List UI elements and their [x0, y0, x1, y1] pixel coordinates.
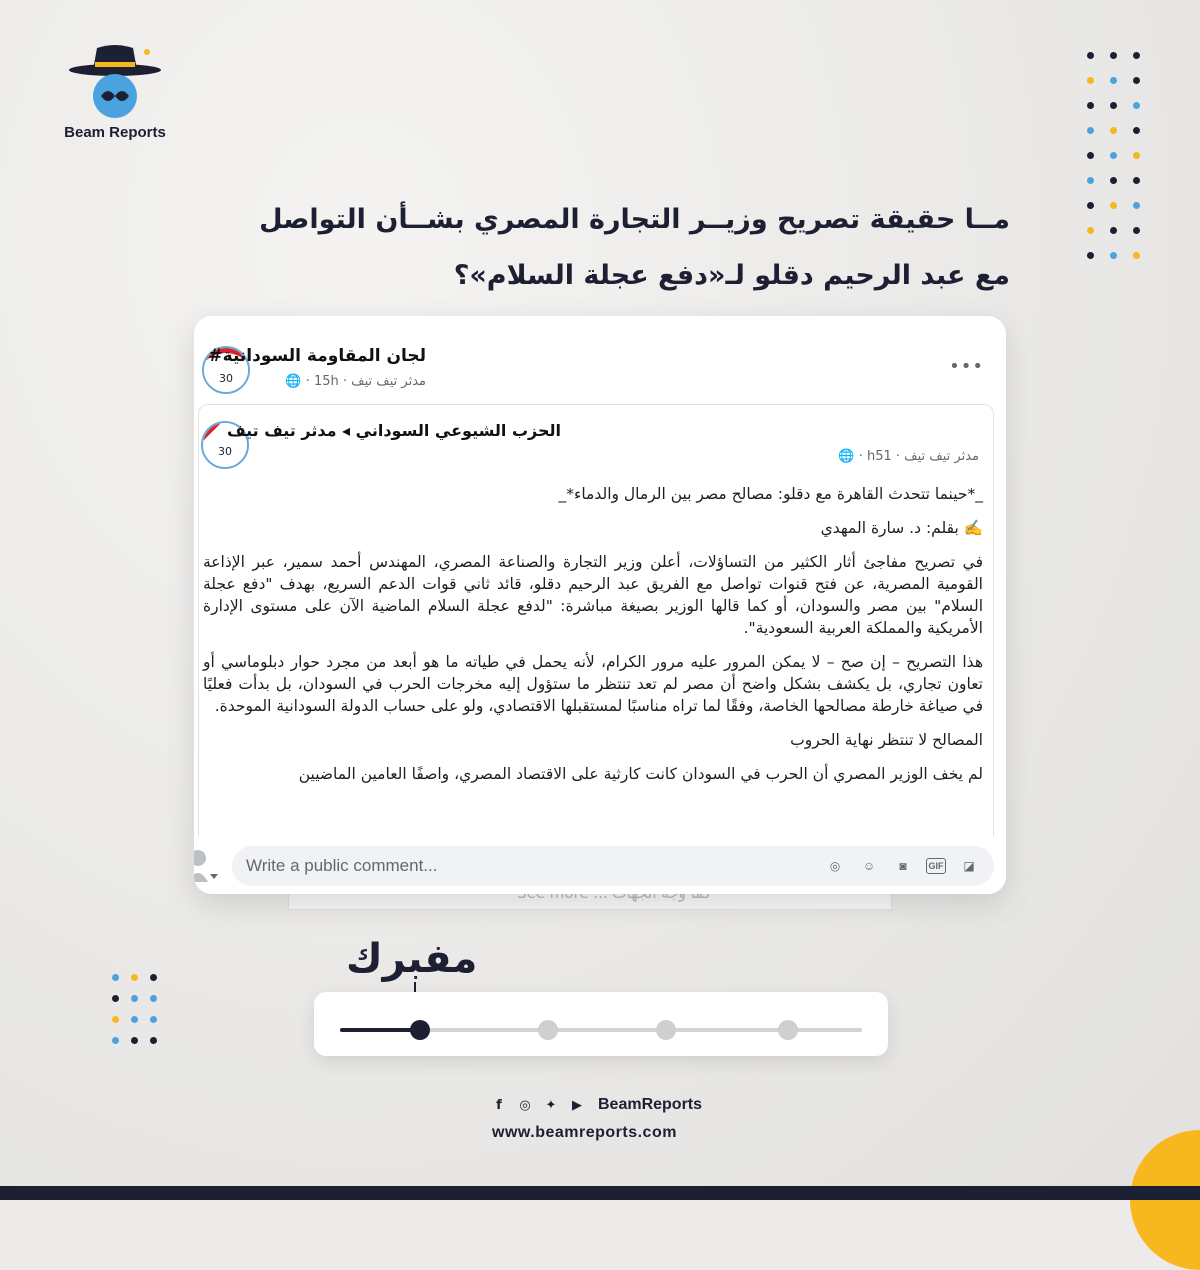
scale-step	[538, 1020, 558, 1040]
svg-text:30: 30	[218, 445, 232, 458]
comment-placeholder: Write a public comment...	[246, 856, 438, 875]
shared-author-name[interactable]: الحزب الشيوعي السوداني ◂ مدثر تيف تيف	[227, 421, 561, 440]
social-links	[490, 1096, 702, 1114]
bottom-bar	[0, 1186, 1200, 1200]
verdict-scale	[314, 992, 888, 1056]
decor-dots-top	[1087, 52, 1140, 259]
comment-input[interactable]	[232, 846, 994, 886]
emoji-icon[interactable]: ☺	[862, 859, 876, 873]
commenter-avatar-icon	[194, 846, 218, 886]
shared-post	[198, 404, 994, 846]
headline-line-2: مع عبد الرحيم دقلو لـ«دفع عجلة السلام»؟	[453, 260, 1010, 291]
youtube-icon[interactable]: ▶	[572, 1097, 582, 1113]
brand-logo	[60, 40, 170, 141]
post-paragraph: لم يخف الوزير المصري أن الحرب في السودان كانت كارثية على الاقتصاد المصري، واصفًا العامين الماضيين	[298, 765, 983, 783]
decor-dots-left	[112, 974, 157, 1044]
post-paragraph: هذا التصريح – إن صح – لا يمكن المرور عليه مرور الكرام، لأنه يحمل في طياته ما هو أبعد من مجرد حوار دبلوماسي أو تعاون تجاري، بل يكشف بشكل واضح أن مصر لم تعد تنتظر ما ستؤول إليه مخرجات الحرب في السودان، بل بدأت فعليًا في صياغة خارطة مصالحها الخاصة، وفقًا لما تراه مناسبًا لمستقبلها الاقتصادي، ولو على حساب الدولة السودانية الموحدة.	[203, 653, 983, 715]
social-handle: BeamReports	[598, 1096, 703, 1113]
scale-step	[410, 1020, 430, 1040]
post-meta-text: مدثر تيف تيف · 15h ·	[305, 374, 426, 389]
camera-icon[interactable]: ◙	[899, 859, 907, 873]
post-body	[203, 483, 983, 797]
shared-meta-text: مدثر تيف تيف · h51 ·	[858, 449, 979, 464]
scale-fill	[340, 1028, 420, 1032]
globe-icon: 🌐	[838, 449, 855, 464]
instagram-icon[interactable]: ◎	[519, 1097, 531, 1113]
spy-hat-logo-icon	[65, 40, 165, 120]
website-url[interactable]: www.beamreports.com	[492, 1124, 677, 1141]
post-paragraph: _*حينما تتحدث القاهرة مع دقلو: مصالح مصر بين الرمال والدماء*_	[558, 485, 983, 503]
more-options-icon[interactable]: •••	[949, 356, 984, 377]
post-paragraph: المصالح لا تنتظر نهاية الحروب	[790, 731, 983, 749]
scale-step	[656, 1020, 676, 1040]
post-meta	[285, 374, 426, 389]
post-paragraph: ✍️ بقلم: د. سارة المهدي	[820, 519, 983, 537]
avatar-sticker-icon[interactable]: ◎	[829, 859, 841, 873]
comment-tools	[824, 846, 980, 886]
shared-meta	[838, 449, 979, 464]
comment-row	[194, 836, 1006, 894]
logo-text: Beam Reports	[64, 124, 166, 141]
gif-icon[interactable]: GIF	[926, 858, 946, 874]
verdict-label: مفبرك	[346, 936, 478, 982]
page-name[interactable]: لجان المقاومة السودانية#	[208, 346, 426, 366]
headline-line-1: مــا حقيقة تصريح وزيــر التجارة المصري بشــأن التواصل	[259, 204, 1010, 235]
post-paragraph: في تصريح مفاجئ أثار الكثير من التساؤلات، أعلن وزير التجارة والصناعة المصري، المهندس أحمد سمير، عبر الإذاعة القومية المصرية، عن فتح قنوات تواصل مع الفريق عبد الرحيم دقلو، قائد ثاني قوات الدعم السريع، بهدف "دفع عجلة السلام" بين مصر والسودان، أو كما قالها الوزير بصيغة مباشرة: "لدفع عجلة السلام الماضية الآن على مستوى الإدارة الأمريكية والمملكة العربية السعودية".	[203, 553, 983, 637]
svg-text:30: 30	[219, 372, 233, 385]
twitter-icon[interactable]: ✦	[545, 1097, 557, 1113]
facebook-post-card	[194, 316, 1006, 894]
sticker-icon[interactable]: ◪	[963, 859, 975, 873]
globe-icon: 🌐	[285, 374, 302, 389]
headline	[60, 192, 1010, 304]
facebook-icon[interactable]: f	[496, 1097, 502, 1113]
post-header	[194, 316, 1006, 404]
scale-step	[778, 1020, 798, 1040]
